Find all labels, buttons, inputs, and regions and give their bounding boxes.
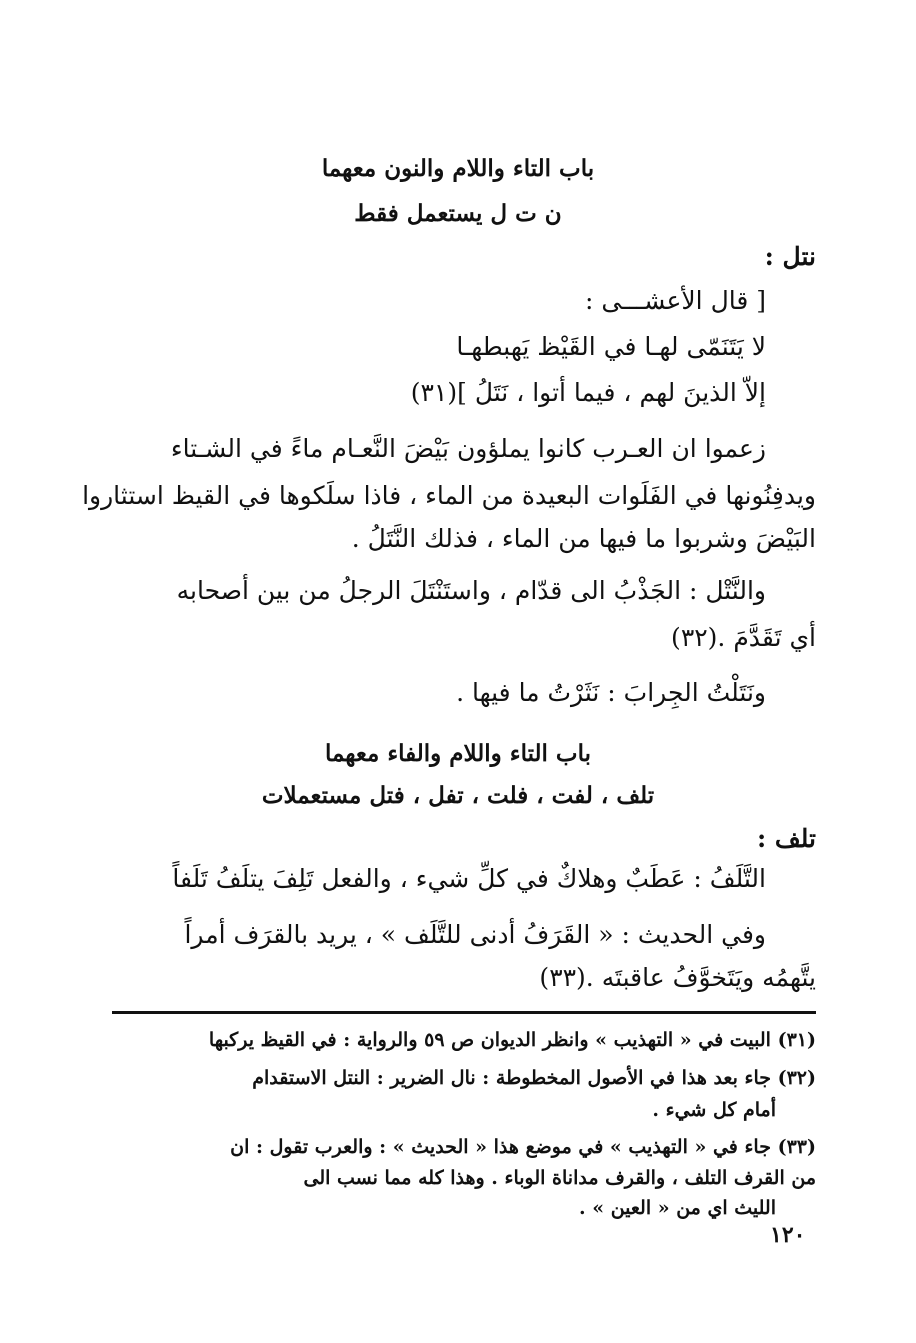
body-text-line: ونَتَلْتُ الجِرابَ : نَثَرْتُ ما فيها . [456, 678, 766, 707]
section-subtitle: ن ت ل يستعمل فقط [354, 200, 562, 227]
entry-head: تلف : [756, 824, 816, 853]
section-subtitle: تلف ، لفت ، فلت ، تفل ، فتل مستعملات [261, 782, 655, 809]
page-number: ١٢٠ [770, 1222, 806, 1248]
footnote-33-continued: الليث اي من « العين » . [578, 1197, 776, 1219]
footnote-33: (٣٣) جاء في « التهذيب » في موضع هذا « الحديث » : والعرب تقول : ان [230, 1136, 816, 1158]
body-text-line: التَّلَفُ : عَطَبٌ وهلاكٌ في كلِّ شيء ، والفعل تَلِفَ يتلَفُ تَلَفاً [172, 864, 766, 893]
footnote-33-continued: من القرف التلف ، والقرف مداناة الوباء . وهذا كله مما نسب الى [303, 1167, 816, 1189]
body-text-line: البَيْضَ وشربوا ما فيها من الماء ، فذلك النَّتَلُ . [351, 524, 816, 553]
footnote-32-continued: أمام كل شيء . [652, 1099, 776, 1121]
verse-line: إلاّ الذينَ لهم ، فيما أتوا ، نَتَلُ ](٣١) [410, 378, 766, 407]
footnote-separator [112, 1011, 816, 1014]
footnote-31: (٣١) البيت في « التهذيب » وانظر الديوان ص ٥٩ والرواية : في القيظ يركبها [208, 1029, 816, 1051]
body-text-line: والنَّتْل : الجَذْبُ الى قدّام ، واستَنْتَلَ الرجلُ من بين أصحابه [176, 576, 766, 605]
poem-intro: [ قال الأعشـــى : [585, 286, 766, 315]
body-text-line: يتَّهمُه ويَتَخوَّفُ عاقبتَه .(٣٣) [539, 963, 816, 992]
entry-head: نتل : [764, 242, 816, 271]
footnote-32: (٣٢) جاء بعد هذا في الأصول المخطوطة : نال الضرير : النتل الاستقدام [252, 1067, 816, 1089]
verse-line: لا يَتَنَمّى لهـا في القَيْظ يَهبطهـا [456, 332, 766, 361]
body-text-line: زعموا ان العـرب كانوا يملؤون بَيْضَ النَّعـام ماءً في الشـتاء [170, 434, 766, 463]
body-text-line: أي تَقَدَّمَ .(٣٢) [671, 623, 816, 652]
section-title: باب التاء واللام والفاء معهما [324, 740, 591, 767]
body-text-line: وفي الحديث : « القَرَفُ أدنى للتَّلَف » ، يريد بالقرَف أمراً [184, 920, 766, 949]
section-title: باب التاء واللام والنون معهما [321, 155, 595, 182]
body-text-line: ويدفِنُونها في الفَلَوات البعيدة من الماء ، فاذا سلَكوها في القيظ استثاروا [82, 481, 816, 510]
